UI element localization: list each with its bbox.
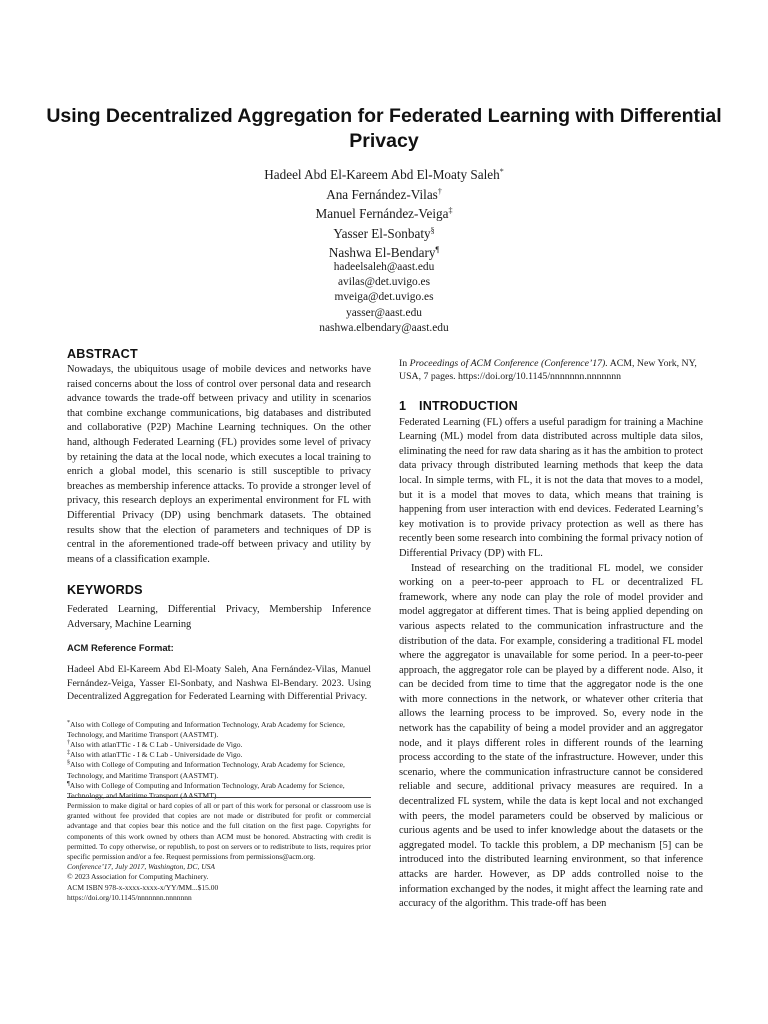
doi-link[interactable]: https://doi.org/10.1145/nnnnnnn.nnnnnnn: [67, 892, 192, 902]
paper-title: Using Decentralized Aggregation for Federated Learning with Differential Privacy: [46, 105, 722, 152]
email-link[interactable]: yasser@aast.edu: [346, 306, 422, 319]
keywords-heading: KEYWORDS: [67, 583, 143, 598]
conference-line: Conference’17, July 2017, Washington, DC, USA: [67, 862, 215, 872]
author-name: Hadeel Abd El-Kareem Abd El-Moaty Saleh*: [264, 167, 504, 182]
author-name: Ana Fernández-Vilas†: [326, 186, 442, 202]
section-number: 1: [399, 398, 407, 413]
introduction-body: [399, 416, 703, 912]
keywords-text: Federated Learning, Differential Privacy, Membership Inference Adversary, Machine Learning: [67, 604, 371, 630]
footnote: †Also with atlanTTic - I & C Lab - Universidade de Vigo.: [67, 739, 243, 749]
isbn-line: ACM ISBN 978-x-xxxx-xxxx-x/YY/MM...$15.00: [67, 882, 219, 892]
author-name: Manuel Fernández-Veiga‡: [315, 206, 453, 222]
right-column: [399, 347, 703, 912]
email-link[interactable]: hadeelsaleh@aast.edu: [333, 261, 435, 273]
introduction-heading: 1 INTRODUCTION: [399, 396, 703, 416]
intro-paragraph: Instead of researching on the traditional FL model, we consider working on a peer-to-peer approach to FL or decentralized FL framework, where any node can play the role of model provider and model aggregator at different times. That is being applied depending on various aspects related to the communication infrastructure and the distribution of the data. For example, considering a traditional FL model where the aggregator is unavailable for some period. In a peer-to-peer approach, the aggregator role can be played by a different node. Also, it can be decided from time to time that the aggregator node is the one with more connections in the network, or whatever other criteria that allows the learning process to be improved. So, every node in the network has the capability of being a model provider and an aggregator node, and it plays different roles in different rounds of the learning process according to the state of the infrastructure. However, under this scenario, where the communication infrastructure cannot be considered reliable and secure, additional privacy measures are required. In a decentralized FL system, while the data is kept local and not exchanged with peers, the model parameters could be observed by malicious or curious agents and be used to infer knowledge about the datasets or the aggregated model. To tackle this problem, a DP mechanism [5] can be introduced into the distributed learning environment, so that inference attacks are harder. However, as DP adds controlled noise to the information exchanged by the nodes, it might affect the learning rate and accuracy of the algorithm. This trade-off has been: [399, 562, 703, 910]
footnote: *Also with College of Computing and Information Technology, Arab Academy for Science, Technology, and Maritime Transport (AASTMT).: [67, 719, 345, 739]
abstract-text: Nowadays, the ubiquitous usage of mobile devices and networks have raised concerns about the loss of control over personal data and research advance towards the trade-off between privacy and utility in scenarios that combine exchange communications, big databases and distributed and collaborative (P2P) Machine Learning techniques. On the other hand, although Federated Learning (FL) provides some level of privacy by retaining the data at the local node, which executes a local training to enrich a global model, this scenario is still susceptible to privacy breaches as membership inference attacks. To provide a stronger level of privacy, this research deploys an experimental environment for FL with Differential Privacy (DP) using benchmark datasets. The obtained results show that the election of parameters and techniques of DP is central in the aforementioned trade-off between privacy and utility by means of a classification example.: [67, 364, 371, 565]
copyright-line: © 2023 Association for Computing Machinery.: [67, 872, 209, 882]
abstract-heading: ABSTRACT: [67, 347, 138, 361]
acm-reference-continued: In Proceedings of ACM Conference (Conference’17). ACM, New York, NY, USA, 7 pages. https://doi.org/10.1145/nnnnnnn.nnnnnnn: [399, 357, 697, 383]
author-name: Yasser El-Sonbaty§: [333, 225, 435, 241]
permission-block: [67, 801, 371, 903]
footnote: ‡Also with atlanTTic - I & C Lab - Universidade de Vigo.: [67, 750, 243, 760]
left-column: [67, 345, 371, 801]
author-emails: [84, 260, 684, 336]
author-name: Nashwa El-Bendary¶: [328, 245, 440, 261]
acm-reference-text: Hadeel Abd El-Kareem Abd El-Moaty Saleh, Ana Fernández-Vilas, Manuel Fernández-Veiga, Yasser El-Sonbaty, and Nashwa El-Bendary. 2023. Using Decentralized Aggregation for Federated Learning with Differential Privacy.: [67, 664, 371, 703]
email-link[interactable]: mveiga@det.uvigo.es: [334, 291, 434, 304]
email-link[interactable]: nashwa.elbendary@aast.edu: [319, 321, 449, 334]
author-footnotes: [67, 720, 371, 802]
intro-paragraph: Federated Learning (FL) offers a useful paradigm for training a Machine Learning (ML) model from data distributed across multiple data silos, eliminating the need for raw data sharing as it has the ambition to protect data privacy through distributed learning methods that keep the data local. In simple terms, with FL, it is not the data that moves to a model, but it is a model that moves to data, which means that training is happening from user interaction with end devices. Federated Learning’s key motivation is to provide privacy protection as well as there has recently been some research into combining the formal privacy notion of Differential Privacy (DP) with FL.: [399, 416, 703, 559]
email-link[interactable]: avilas@det.uvigo.es: [337, 276, 431, 289]
permission-text: Permission to make digital or hard copies of all or part of this work for personal or classroom use is granted without fee provided that copies are not made or distributed for profit or commercial advantage and that copies bear this notice and the full citation on the first page. Copyrights for components of this work owned by others than ACM must be honored. Abstracting with credit is permitted. To copy otherwise, or republish, to post on servers or to redistribute to lists, requires prior specific permission and/or a fee. Request permissions from permissions@acm.org.: [67, 801, 371, 862]
footnote-divider: [67, 797, 371, 798]
footnote: §Also with College of Computing and Information Technology, Arab Academy for Science, Technology, and Maritime Transport (AASTMT).: [67, 760, 345, 780]
acm-reference-heading: ACM Reference Format:: [67, 641, 174, 653]
footnote: ¶Also with College of Computing and Information Technology, Arab Academy for Science, Technology, and Maritime Transport (AASTMT).: [67, 780, 345, 800]
author-list: [84, 165, 684, 263]
